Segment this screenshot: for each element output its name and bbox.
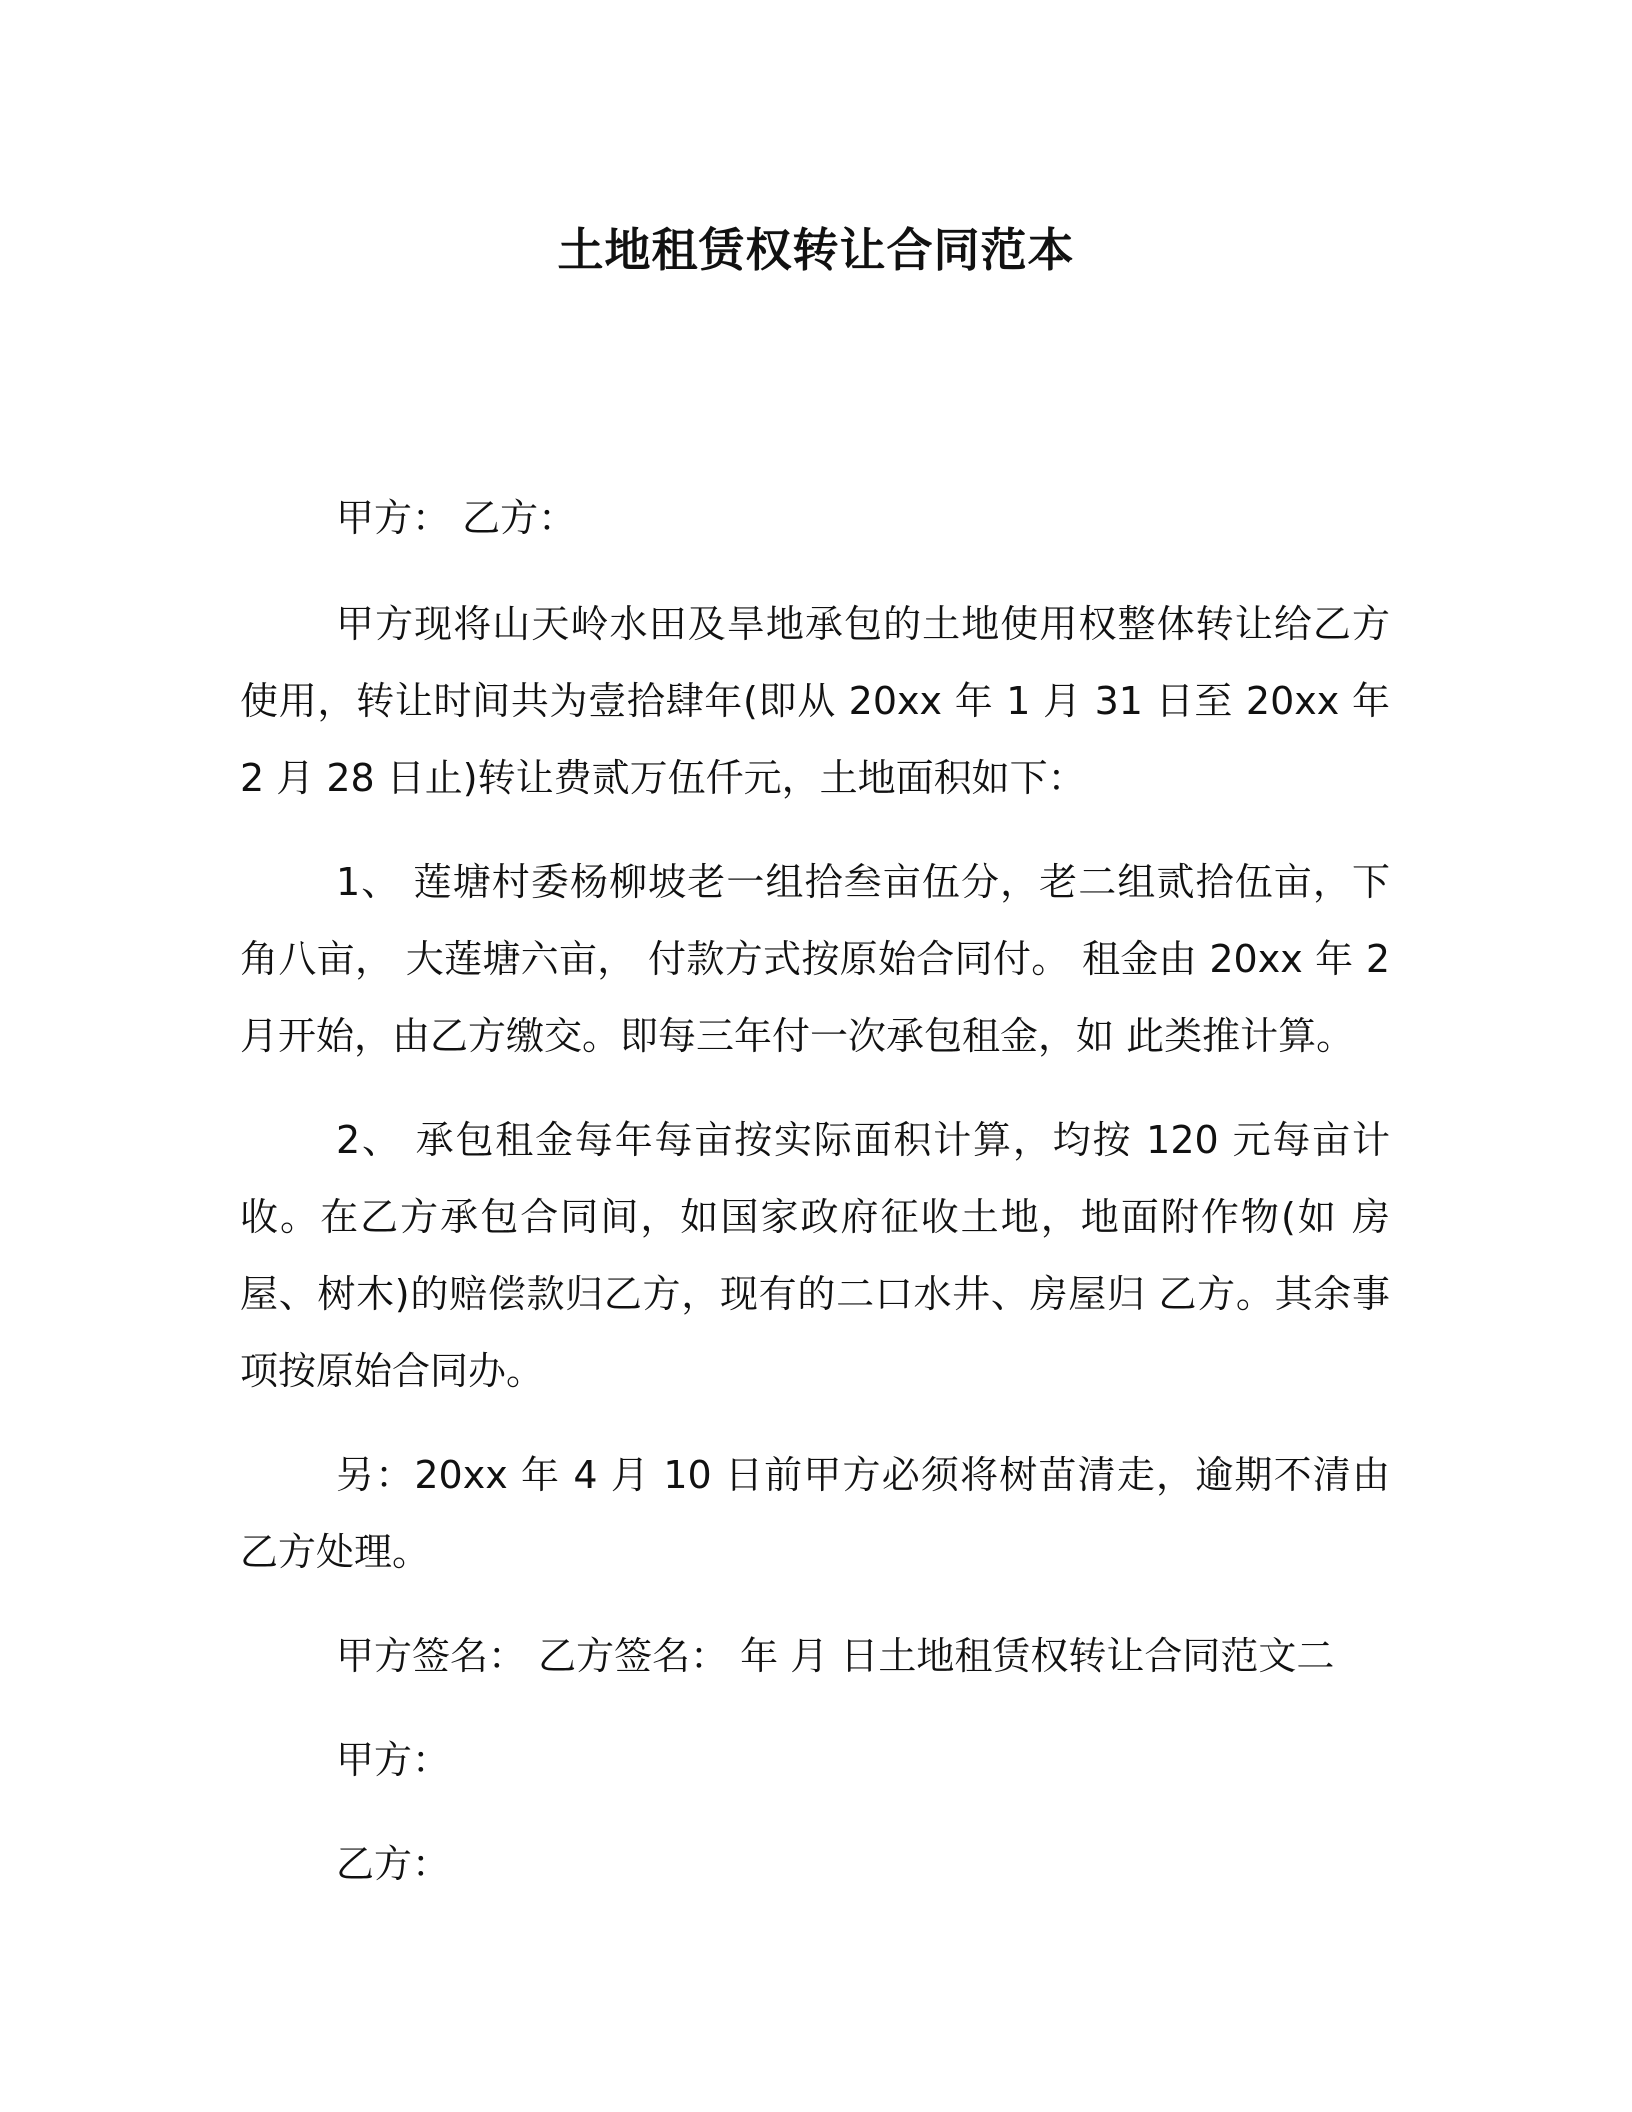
- party-a-line: 甲方：: [336, 1738, 451, 1782]
- additional-clause-paragraph: 另：20xx 年 4 月 10 日前甲方必须将树苗清走，逾期不清由 乙方处理。: [240, 1453, 1390, 1574]
- clause-1-paragraph: 1、 莲塘村委杨柳坡老一组拾叁亩伍分，老二组贰拾伍亩，下 角八亩， 大莲塘六亩， 付款方式按原始合同付。 租金由 20xx 年 2 月开始，由乙方缴交。即每三年付一次承包租金，如 此类推计算。: [240, 860, 1390, 1058]
- document-title: 土地租赁权转让合同范本: [557, 223, 1075, 277]
- parties-line: 甲方： 乙方：: [336, 496, 577, 540]
- intro-paragraph: 甲方现将山天岭水田及旱地承包的土地使用权整体转让给乙方使用，转让时间共为壹拾肆年(即从 20xx 年 1 月 31 日至 20xx 年 2 月 28 日止)转让费贰万伍仟元，土地面积如下：: [240, 602, 1390, 800]
- clause-2-paragraph: 2、 承包租金每年每亩按实际面积计算，均按 120 元每亩计收。在乙方承包合同间，如国家政府征收土地，地面附作物(如 房屋、树木)的赔偿款归乙方，现有的二口水井、房屋归 乙方。其余事项按原始合同办。: [240, 1118, 1390, 1393]
- party-b-line: 乙方：: [336, 1842, 451, 1886]
- signature-line: 甲方签名： 乙方签名： 年 月 日土地租赁权转让合同范文二: [336, 1634, 1335, 1678]
